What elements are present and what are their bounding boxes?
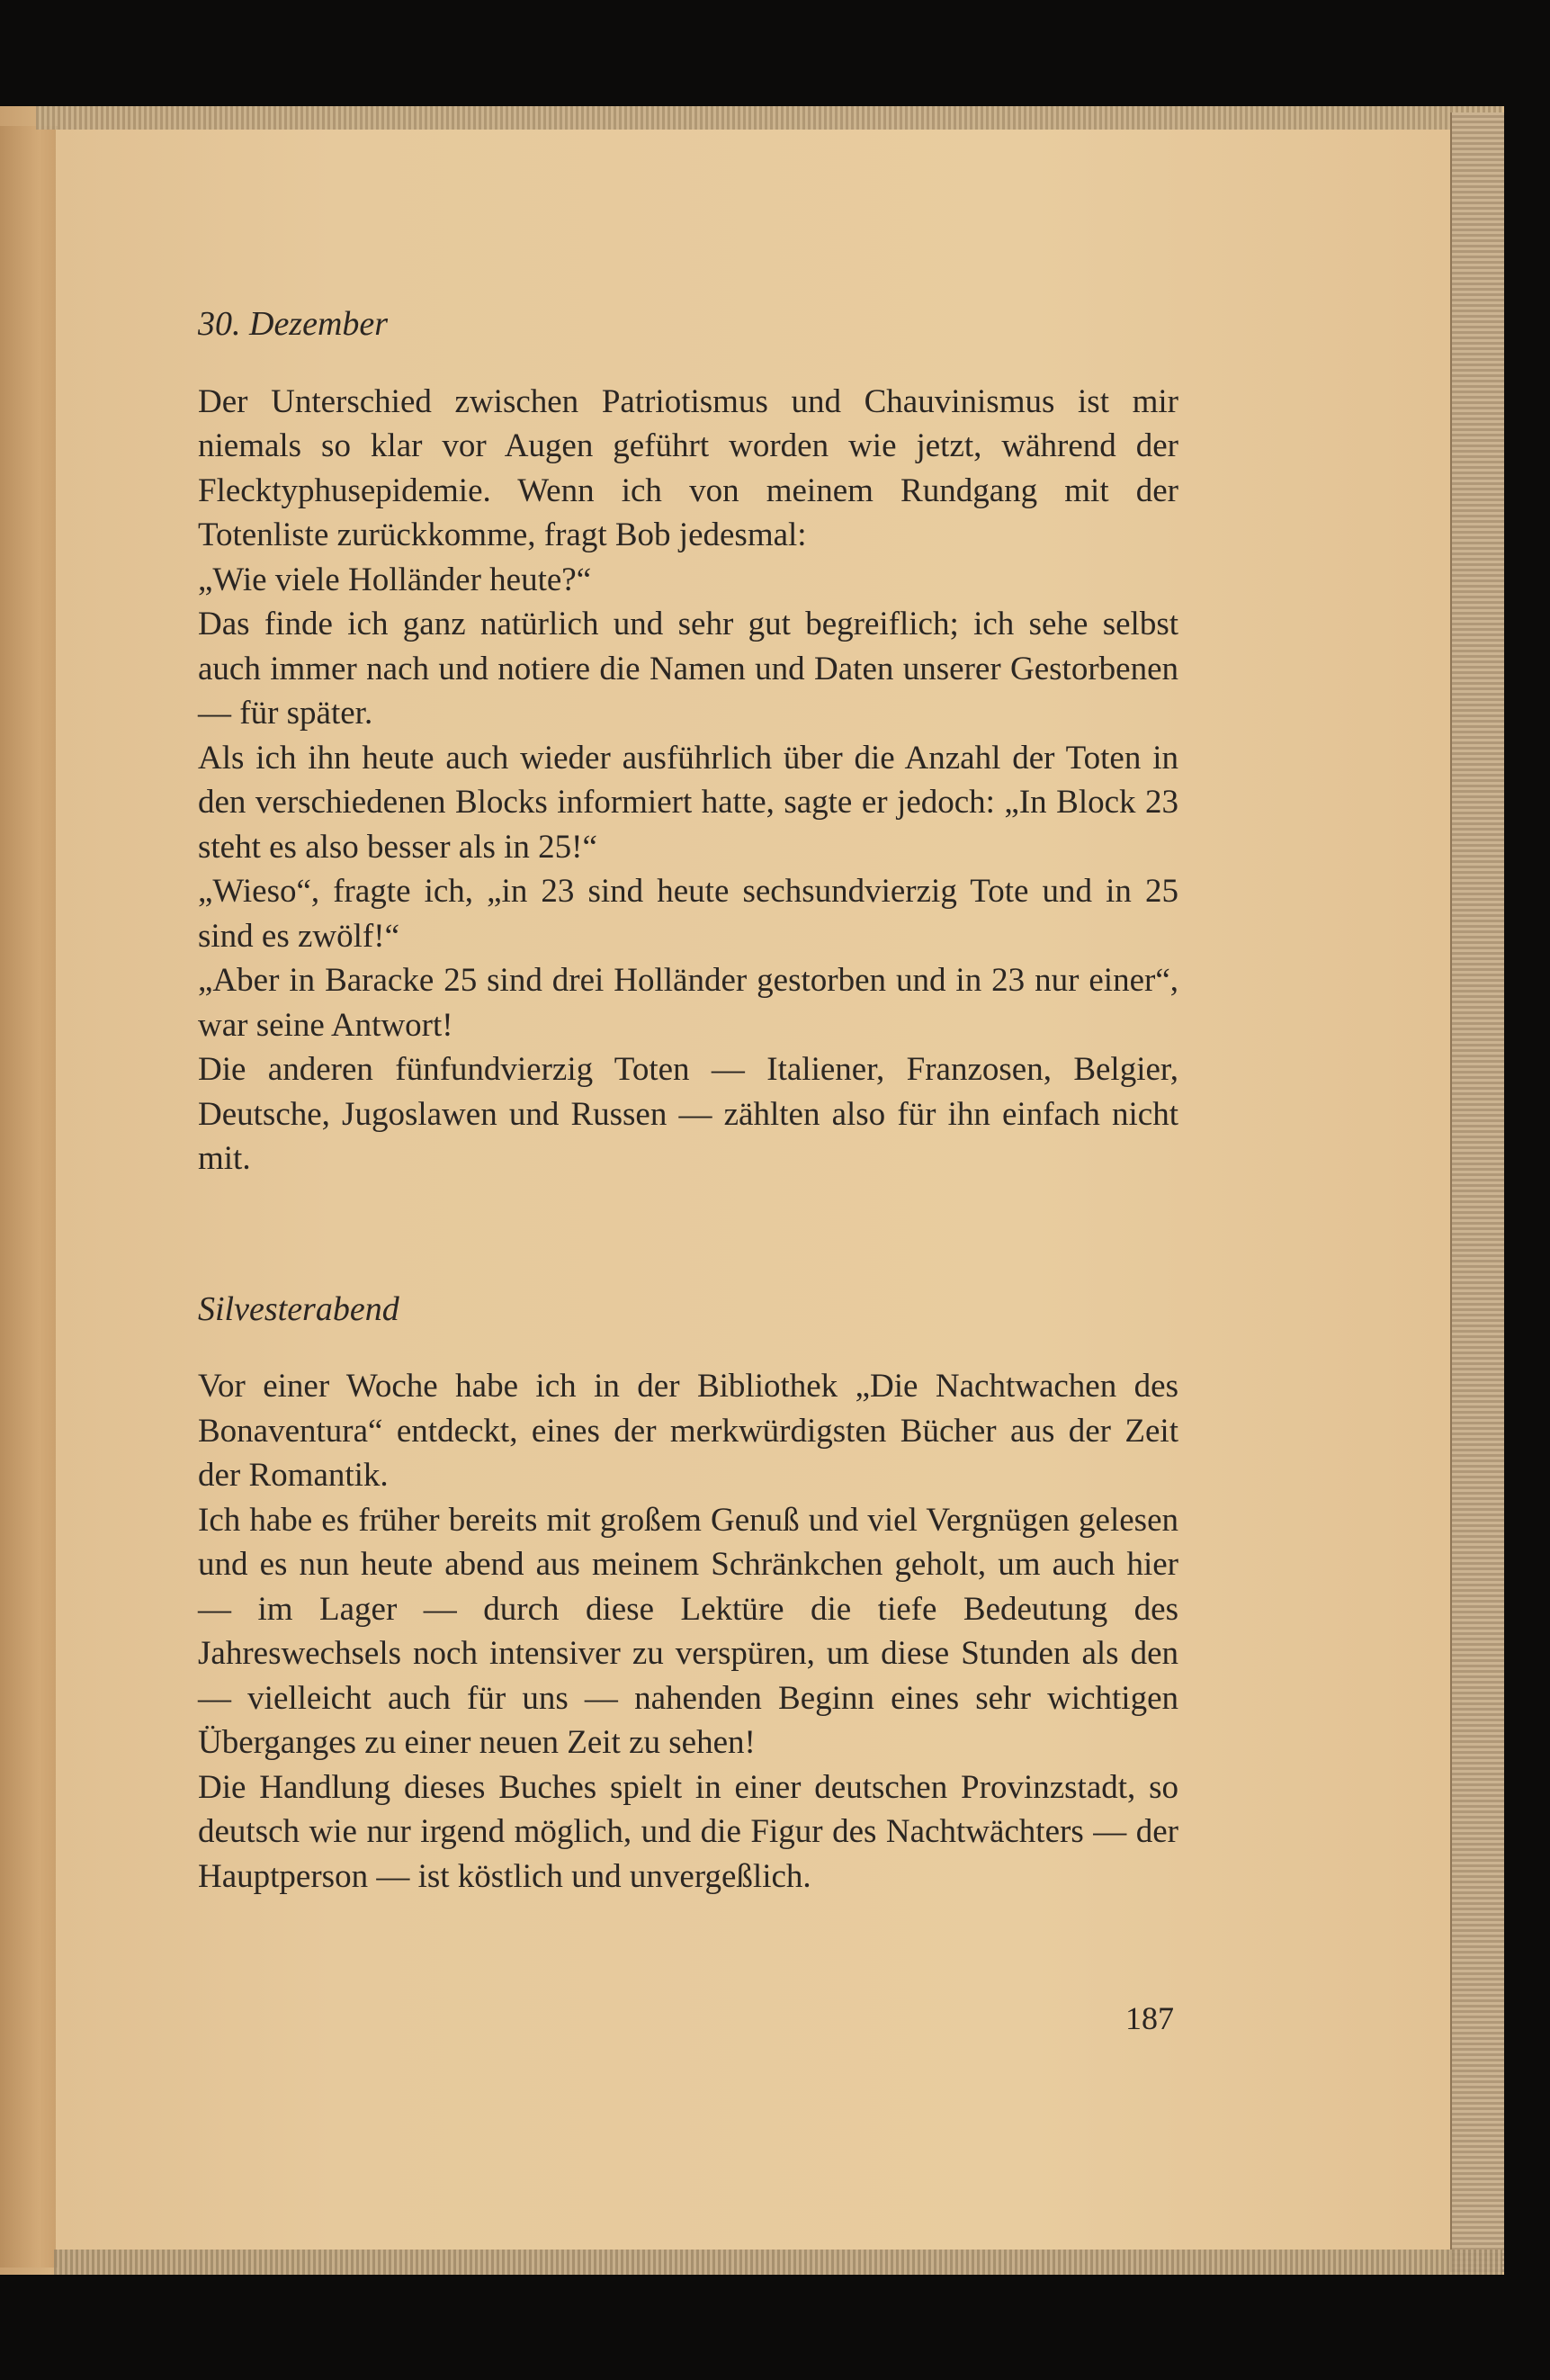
paragraph: „Wie viele Holländer heute?“ bbox=[198, 561, 592, 598]
bottom-page-edges bbox=[54, 2250, 1502, 2275]
paragraph: Das finde ich ganz natürlich und sehr gut begreiflich; ich sehe selbst auch immer nach und notiere die Namen und Daten unserer Gestorbenen — für später. bbox=[198, 606, 1178, 732]
top-page-edges bbox=[36, 106, 1502, 130]
paragraph: Die Handlung dieses Buches spielt in einer deutschen Provinzstadt, so deutsch wie nur irgend möglich, und die Figur des Nachtwächters — der Hauptperson — ist köstlich und unvergeßlich. bbox=[198, 1768, 1178, 1895]
page-number: 187 bbox=[1125, 2000, 1174, 2036]
paragraph: Vor einer Woche habe ich in der Bibliothek „Die Nachtwachen des Bonaventura“ entdeckt, eines der merkwürdigsten Bücher aus der Zeit der Romantik. bbox=[198, 1368, 1178, 1494]
left-cover-edge bbox=[0, 126, 58, 2268]
paragraph: Als ich ihn heute auch wieder ausführlich über die Anzahl der Toten in den verschiedenen Blocks informiert hatte, sagte er jedoch: „In Block 23 steht es also besser als in 25!“ bbox=[198, 739, 1178, 866]
paragraph: „Aber in Baracke 25 sind drei Holländer gestorben und in 23 nur einer“, war seine Antwort! bbox=[198, 962, 1178, 1044]
section-heading-silvesterabend: Silvesterabend bbox=[198, 1289, 399, 1328]
right-binding-cloth bbox=[1450, 112, 1504, 2272]
section-heading-dezember: 30. Dezember bbox=[198, 305, 389, 343]
page-text bbox=[198, 302, 1178, 2057]
paragraph: Die anderen fünfundvierzig Toten — Italiener, Franzosen, Belgier, Deutsche, Jugoslawen und Russen — zählten also für ihn einfach nicht mit. bbox=[198, 1051, 1178, 1177]
paragraph: Ich habe es früher bereits mit großem Genuß und viel Vergnügen gelesen und es nun heute abend aus meinem Schränkchen geholt, um auch hier — im Lager — durch diese Lektüre die tiefe Bedeutung des Jahreswechsels noch intensiver zu verspüren, um diese Stunden als den — vielleicht auch für uns — nahenden Beginn eines sehr wichtigen Überganges zu einer neuen Zeit zu sehen! bbox=[198, 1501, 1178, 1761]
paragraph: „Wieso“, fragte ich, „in 23 sind heute sechsundvierzig Tote und in 25 sind es zwölf!“ bbox=[198, 873, 1178, 955]
paragraph: Der Unterschied zwischen Patriotismus und Chauvinismus ist mir niemals so klar vor Augen geführt worden wie jetzt, während der Flecktyphusepidemie. Wenn ich von meinem Rundgang mit der Totenliste zurückkomme, fragt Bob jedesmal: bbox=[198, 382, 1178, 553]
